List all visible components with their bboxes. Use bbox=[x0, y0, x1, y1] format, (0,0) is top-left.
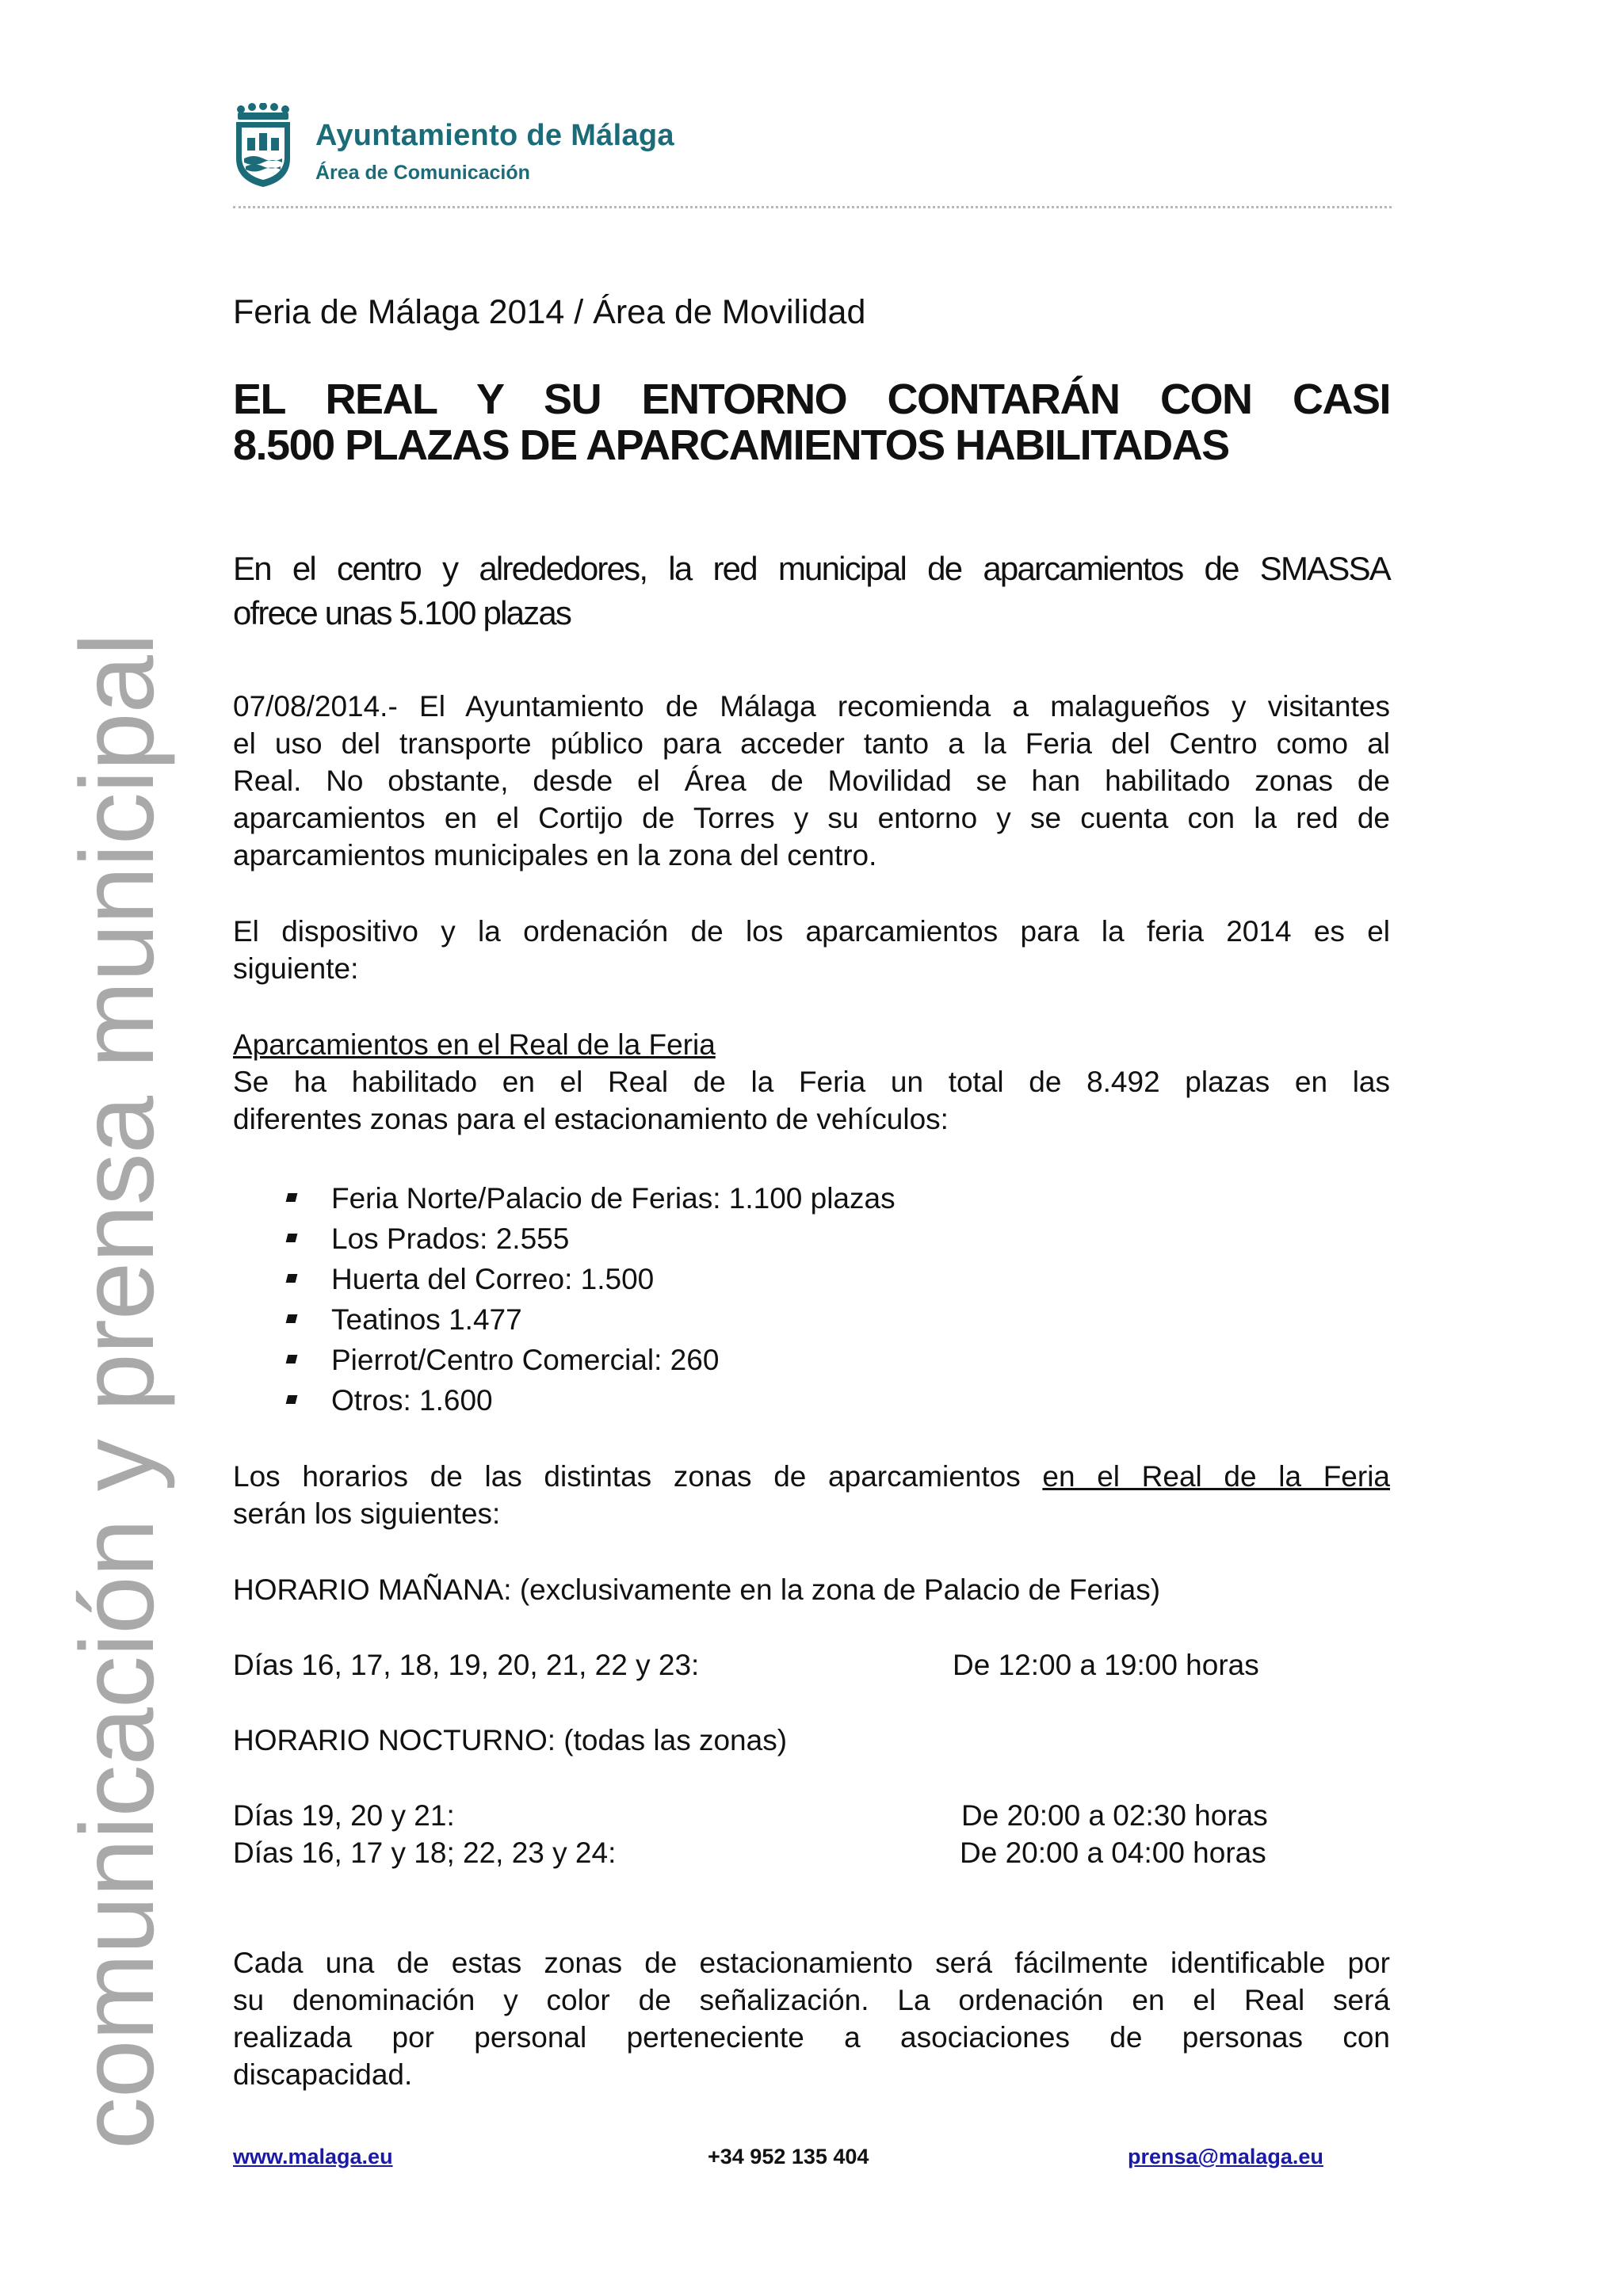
text-line: Cada una de estas zonas de estacionamiento será fácilmente identificable por bbox=[233, 1947, 1390, 1979]
bullet-icon bbox=[286, 1395, 298, 1404]
night-row-2-days: Días 16, 17 y 18; 22, 23 y 24: bbox=[233, 1836, 617, 1869]
text-line: aparcamientos en el Cortijo de Torres y su entorno y se cuenta con la red de bbox=[233, 802, 1390, 834]
paragraph-intro bbox=[233, 688, 1390, 874]
bullet-icon bbox=[286, 1274, 298, 1283]
list-item bbox=[287, 1340, 1079, 1380]
list-item bbox=[287, 1380, 1079, 1421]
list-item-text: Otros: 1.600 bbox=[331, 1384, 493, 1417]
bullet-icon bbox=[286, 1234, 298, 1242]
zones-list bbox=[287, 1178, 1079, 1421]
text-line: discapacidad. bbox=[233, 2058, 413, 2091]
list-item-text: Pierrot/Centro Comercial: 260 bbox=[331, 1344, 720, 1376]
list-item bbox=[287, 1178, 1079, 1219]
list-item-text: Los Prados: 2.555 bbox=[331, 1222, 570, 1255]
subtitle-line-1: En el centro y alrededores, la red municipal de aparcamientos de SMASSA bbox=[233, 550, 1390, 587]
list-item bbox=[287, 1299, 1079, 1340]
kicker: Feria de Málaga 2014 / Área de Movilidad bbox=[233, 293, 866, 331]
title-line-1: EL REAL Y SU ENTORNO CONTARÁN CON CASI bbox=[233, 376, 1390, 423]
text-line: serán los siguientes: bbox=[233, 1497, 501, 1530]
text-line: Real. No obstante, desde el Área de Movilidad se han habilitado zonas de bbox=[233, 765, 1390, 797]
text-line: realizada por personal perteneciente a asociaciones de personas con bbox=[233, 2021, 1390, 2054]
text-line: Se ha habilitado en el Real de la Feria un total de 8.492 plazas en las bbox=[233, 1066, 1390, 1098]
paragraph-horarios bbox=[233, 1458, 1390, 1532]
night-row-2-hours: De 20:00 a 04:00 horas bbox=[960, 1836, 1266, 1869]
list-item bbox=[287, 1219, 1079, 1259]
morning-hours: De 12:00 a 19:00 horas bbox=[953, 1649, 1259, 1681]
text-line: su denominación y color de señalización. La ordenación en el Real será bbox=[233, 1984, 1390, 2016]
side-banner-text: comunicación y prensa municipal bbox=[59, 633, 175, 2149]
title-line-2: 8.500 PLAZAS DE APARCAMIENTOS HABILITADAS bbox=[233, 421, 1229, 469]
phone-number: +34 952 135 404 bbox=[708, 2145, 869, 2168]
underlined-text: en el Real de la Feria bbox=[1042, 1460, 1391, 1493]
text-line: diferentes zonas para el estacionamiento de vehículos: bbox=[233, 1103, 949, 1135]
night-row-1-hours: De 20:00 a 02:30 horas bbox=[961, 1799, 1268, 1832]
email-link[interactable]: prensa@malaga.eu bbox=[1128, 2145, 1323, 2168]
list-item-text: Huerta del Correo: 1.500 bbox=[331, 1263, 655, 1295]
morning-heading: HORARIO MAÑANA: (exclusivamente en la zona de Palacio de Ferias) bbox=[233, 1573, 1161, 1606]
bullet-icon bbox=[286, 1355, 298, 1363]
page-title bbox=[233, 376, 1390, 468]
text-line: aparcamientos municipales en la zona del centro. bbox=[233, 839, 877, 871]
paragraph-senalizacion bbox=[233, 1944, 1390, 2093]
text-line: El dispositivo y la ordenación de los aparcamientos para la feria 2014 es el bbox=[233, 915, 1390, 948]
website-link[interactable]: www.malaga.eu bbox=[233, 2145, 393, 2168]
text-fragment: Los horarios de las distintas zonas de aparcamientos bbox=[233, 1460, 1043, 1493]
org-name: Ayuntamiento de Málaga bbox=[315, 119, 674, 152]
list-item-text: Teatinos 1.477 bbox=[331, 1303, 522, 1336]
section-heading bbox=[233, 1026, 1390, 1063]
text-line: el uso del transporte público para acceder tanto a la Feria del Centro como al bbox=[233, 727, 1390, 760]
night-row-1-days: Días 19, 20 y 21: bbox=[233, 1799, 455, 1832]
list-item-text: Feria Norte/Palacio de Ferias: 1.100 plazas bbox=[331, 1182, 896, 1215]
paragraph-device bbox=[233, 913, 1390, 987]
paragraph-total-plazas bbox=[233, 1063, 1390, 1138]
bullet-icon bbox=[286, 1193, 298, 1202]
text-line bbox=[233, 1458, 1390, 1495]
text-line: siguiente: bbox=[233, 952, 359, 985]
morning-days: Días 16, 17, 18, 19, 20, 21, 22 y 23: bbox=[233, 1649, 700, 1681]
header-divider bbox=[233, 206, 1392, 208]
org-area: Área de Comunicación bbox=[315, 162, 530, 184]
text-line: 07/08/2014.- El Ayuntamiento de Málaga recomienda a malagueños y visitantes bbox=[233, 690, 1390, 723]
section-heading-text: Aparcamientos en el Real de la Feria bbox=[233, 1028, 716, 1061]
bullet-icon bbox=[286, 1314, 298, 1323]
subtitle-line-2: ofrece unas 5.100 plazas bbox=[233, 594, 571, 631]
list-item bbox=[287, 1259, 1079, 1299]
subtitle bbox=[233, 547, 1390, 635]
malaga-coat-of-arms-icon bbox=[233, 103, 293, 189]
night-heading: HORARIO NOCTURNO: (todas las zonas) bbox=[233, 1724, 788, 1756]
